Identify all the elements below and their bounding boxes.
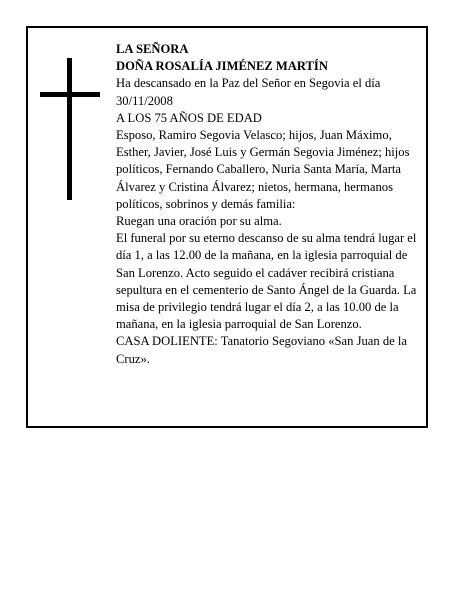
cross-icon xyxy=(40,58,100,200)
mourning-house: CASA DOLIENTE: Tanatorio Segoviano «San Juan de la Cruz». xyxy=(116,334,407,366)
cross-vertical-bar xyxy=(67,58,72,200)
notice-title: LA SEÑORA xyxy=(116,42,189,56)
cross-horizontal-bar xyxy=(40,92,100,97)
prayer-request: Ruegan una oración por su alma. xyxy=(116,214,282,229)
funeral-details: El funeral por su eterno descanso de su alma tendrá lugar el día 1, a las 12.00 de la mañana, en la iglesia parroquial de San Lorenzo. Acto seguido el cadáver recibirá cristiana sepultura en el cementerio de Santo Ángel de la Guarda. La misa de privilegio tendrá lugar el día 2, a las 10.00 de la mañana, en la iglesia parroquial de San Lorenzo. xyxy=(116,231,417,332)
death-statement: Ha descansado en la Paz del Señor en Segovia el día 30/11/2008 xyxy=(116,76,381,108)
obituary-text xyxy=(116,41,422,368)
age-statement: A LOS 75 AÑOS DE EDAD xyxy=(116,110,262,125)
obituary-notice xyxy=(26,26,428,428)
family-list: Esposo, Ramiro Segovia Velasco; hijos, Juan Máximo, Esther, Javier, José Luis y Germán Segovia Jiménez; hijos políticos, Fernando Caballero, Nuria Santa María, Marta Álvarez y Cristina Álvarez; nietos, hermana, hermanos políticos, sobrinos y demás familia: xyxy=(116,128,410,211)
deceased-name: DOÑA ROSALÍA JIMÉNEZ MARTÍN xyxy=(116,59,328,74)
